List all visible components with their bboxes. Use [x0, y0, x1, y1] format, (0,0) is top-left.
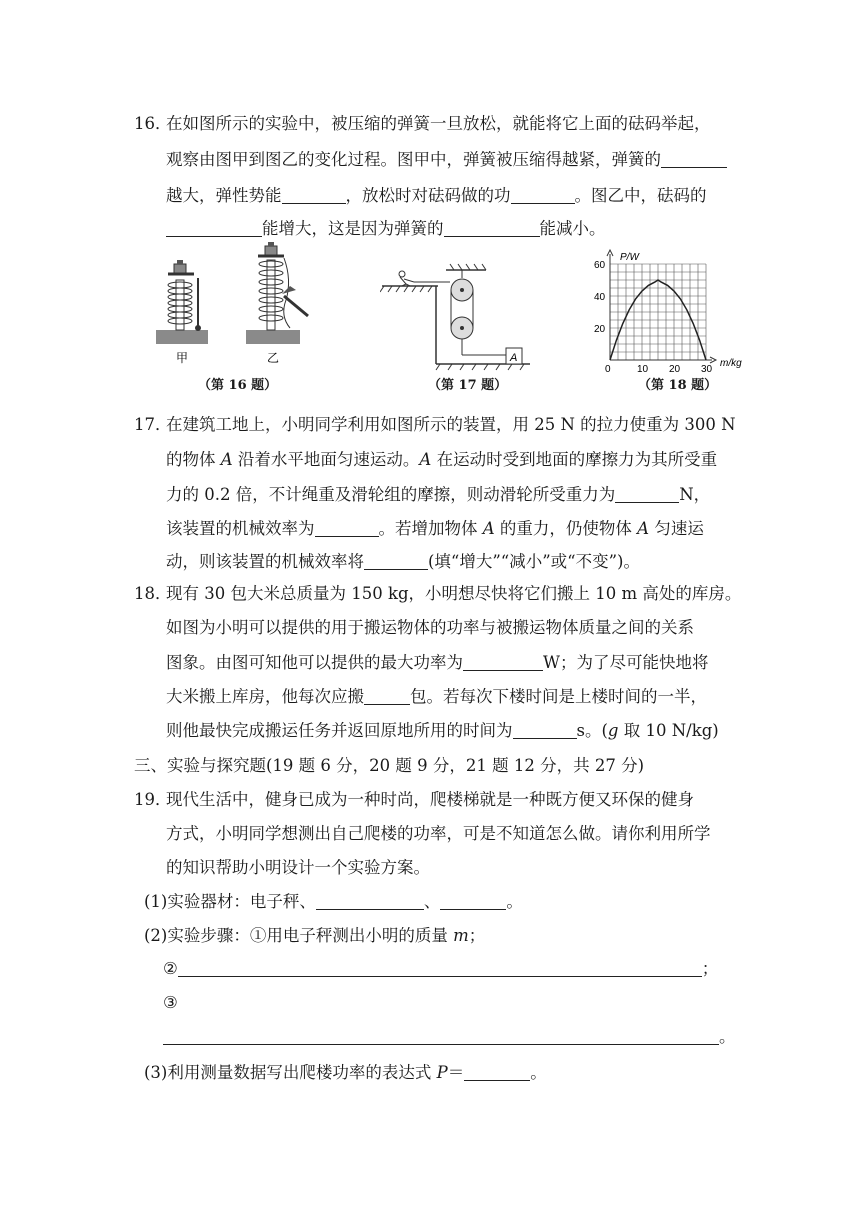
q19-text: ； [701, 959, 719, 978]
figure-18-chart [590, 248, 760, 376]
q17-text: 的重力，仍使物体 [494, 519, 638, 538]
q17-text: 匀速运 [649, 519, 704, 538]
q17-text: 的物体 [166, 450, 221, 469]
q18-line3 [166, 652, 708, 674]
q19-text: (3)利用测量数据写出爬楼功率的表达式 [144, 1063, 437, 1082]
q18-text: s。( [576, 721, 608, 740]
q18-number: 18． [134, 584, 172, 603]
q19-var: P [436, 1063, 448, 1082]
x-tick-label: 10 [637, 364, 649, 375]
q18-line4 [166, 686, 707, 708]
q19-text: (2)实验步骤：①用电子秤测出小明的质量 [144, 926, 454, 945]
q16-text: 越大，弹性势能 [166, 186, 282, 205]
q19-text: 、 [423, 892, 441, 911]
figure-16-spring [150, 240, 320, 375]
q16-line2 [166, 149, 727, 171]
q18-text: 包。若每次下楼时间是上楼时间的一半， [410, 687, 707, 706]
q19-step3-marker: ③ [163, 993, 178, 1012]
q19-part3 [144, 1062, 547, 1084]
x-tick-label: 30 [701, 364, 713, 375]
caption-18: （第 18 题） [638, 378, 718, 393]
y-tick-label: 60 [594, 260, 606, 271]
q17-text: 动，则该装置的机械效率将 [166, 552, 364, 571]
q18-text: 大米搬上库房，他每次应搬 [166, 687, 364, 706]
chart-grid [610, 264, 706, 360]
caption-17: （第 17 题） [428, 378, 508, 393]
q18-line2: 如图为小明可以提供的用于搬运物体的功率与被搬运物体质量之间的关系 [166, 618, 694, 637]
q18-blank-2[interactable] [364, 686, 410, 705]
q17-line2 [166, 449, 717, 471]
q19-text: ； [468, 926, 486, 945]
q17-var: A [637, 519, 650, 538]
q18-line5 [166, 720, 719, 742]
q17-var: A [482, 519, 495, 538]
q17-text: 。若增加物体 [378, 519, 483, 538]
q19-line2: 方式，小明同学想测出自己爬楼的功率，可是不知道怎么做。请你利用所学 [166, 824, 711, 843]
q16-line4 [166, 218, 606, 240]
q18-text: 则他最快完成搬运任务并返回原地所用的时间为 [166, 721, 513, 740]
q18-line1: 现有 30 包大米总质量为 150 kg，小明想尽快将它们搬上 10 m 高处的库房。 [166, 584, 742, 603]
fig16-label-right: 乙 [267, 351, 280, 365]
q16-number: 16． [134, 114, 172, 133]
q19-step-marker: ② [163, 959, 178, 978]
section-3-title: 三、实验与探究题(19 题 6 分，20 题 9 分，21 题 12 分，共 27 分) [134, 756, 645, 775]
q16-blank-1[interactable] [661, 149, 727, 168]
q17-text: N， [679, 485, 711, 504]
q19-text: 。 [530, 1063, 547, 1082]
fig16-base-right [246, 330, 300, 344]
q17-line3 [166, 484, 710, 506]
q17-text: 力的 0.2 倍，不计绳重及滑轮组的摩擦，则动滑轮所受重力为 [166, 485, 616, 504]
x-tick-label: 0 [605, 364, 611, 375]
caption-16: （第 16 题） [198, 378, 278, 393]
figure-17-pulley [380, 262, 540, 372]
q16-text: 。图乙中，砝码的 [574, 186, 707, 205]
q18-text: 图象。由图可知他可以提供的最大功率为 [166, 653, 463, 672]
q17-blank-3[interactable] [364, 551, 428, 570]
q16-blank-4[interactable] [166, 218, 262, 237]
chart-ticks [594, 260, 713, 375]
q19-blank-3[interactable] [464, 1062, 530, 1081]
q17-text: (填“增大”“减小”或“不变”)。 [428, 552, 640, 571]
fig16-label-left: 甲 [176, 351, 189, 365]
q17-line5 [166, 551, 640, 573]
q19-blank-step3[interactable] [163, 1026, 719, 1045]
q17-blank-2[interactable] [315, 518, 379, 537]
q18-blank-1[interactable] [463, 652, 543, 671]
q16-blank-2[interactable] [282, 185, 346, 204]
q16-text: 能增大，这是因为弹簧的 [262, 219, 444, 238]
q19-number: 19． [134, 790, 172, 809]
q17-line4 [166, 518, 704, 540]
fig16-base-left [156, 330, 208, 344]
chart-ylabel: P/W [620, 252, 639, 263]
q19-blank-step2[interactable] [178, 958, 702, 977]
q18-text: W；为了尽可能快地将 [543, 653, 709, 672]
chart-axes [607, 250, 716, 363]
y-tick-label: 40 [594, 292, 606, 303]
q19-blank-1[interactable] [316, 891, 424, 910]
y-tick-label: 20 [594, 324, 606, 335]
q17-var: A [419, 450, 432, 469]
q18-var: g [607, 721, 619, 740]
q19-part2 [144, 925, 485, 947]
q17-line1: 在建筑工地上，小明同学利用如图所示的装置，用 25 N 的拉力使重为 300 N [166, 415, 736, 434]
q19-step3 [163, 1026, 736, 1048]
q19-line1: 现代生活中，健身已成为一种时尚，爬楼梯就是一种既方便又环保的健身 [166, 790, 694, 809]
q16-text: 能减小。 [539, 219, 606, 238]
q17-var: A [220, 450, 233, 469]
q19-text: 。 [506, 892, 523, 911]
q19-text: (1)实验器材：电子秤、 [144, 892, 316, 911]
q19-text: 。 [719, 1027, 736, 1046]
q19-text: ＝ [447, 1063, 465, 1082]
q19-line3: 的知识帮助小明设计一个实验方案。 [166, 858, 430, 877]
chart-xlabel: m/kg [720, 358, 742, 369]
q17-text: 在运动时受到地面的摩擦力为其所受重 [431, 450, 718, 469]
q17-text: 沿着水平地面匀速运动。 [232, 450, 420, 469]
q17-text: 该装置的机械效率为 [166, 519, 315, 538]
x-tick-label: 20 [669, 364, 681, 375]
q19-part1 [144, 891, 523, 913]
q16-blank-5[interactable] [444, 218, 540, 237]
q16-line1: 在如图所示的实验中，被压缩的弹簧一旦放松，就能将它上面的砝码举起， [166, 114, 711, 133]
q19-blank-2[interactable] [440, 891, 506, 910]
q16-line3 [166, 185, 707, 207]
q17-blank-1[interactable] [615, 484, 679, 503]
q16-text: 观察由图甲到图乙的变化过程。图甲中，弹簧被压缩得越紧，弹簧的 [166, 150, 661, 169]
q16-text: ，放松时对砝码做的功 [345, 186, 511, 205]
q19-step2 [163, 958, 718, 980]
q18-blank-3[interactable] [513, 720, 577, 739]
q17-number: 17． [134, 415, 172, 434]
fig17-block-label: A [510, 352, 518, 364]
q16-blank-3[interactable] [511, 185, 575, 204]
q18-text: 取 10 N/kg) [618, 721, 719, 740]
q19-var: m [453, 926, 469, 945]
